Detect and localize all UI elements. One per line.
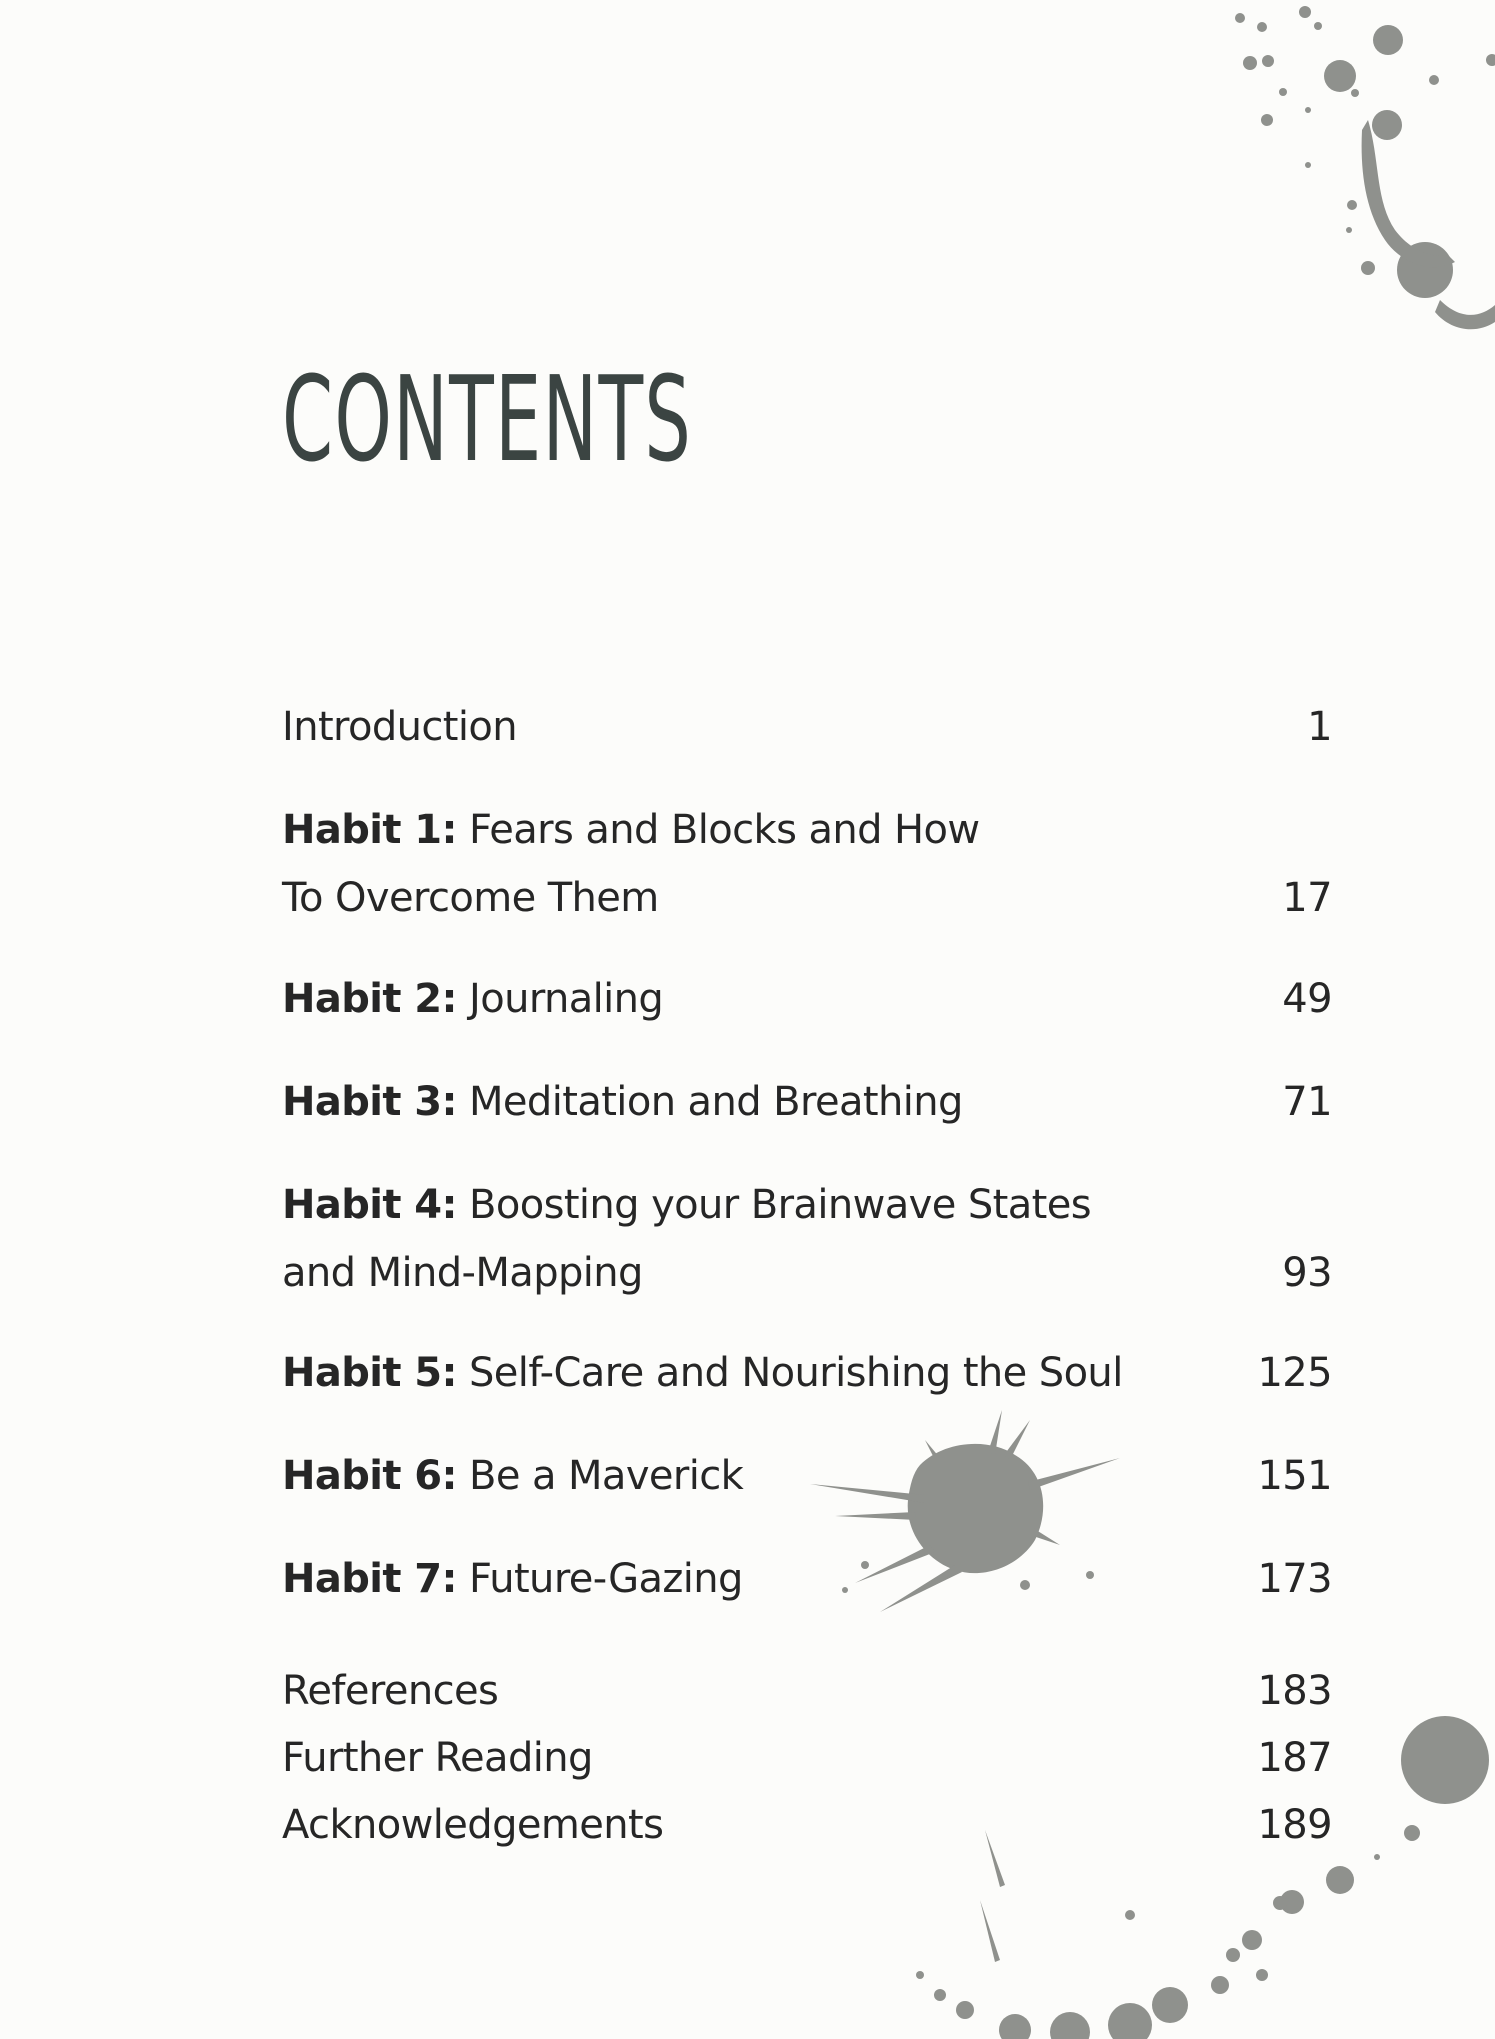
entry-text: Further Reading: [282, 1735, 593, 1781]
page-number: 183: [1257, 1668, 1332, 1714]
entry-text: Fears and Blocks and How: [456, 807, 980, 853]
page-number: 125: [1257, 1350, 1332, 1396]
entry-text: Meditation and Breathing: [456, 1079, 963, 1125]
habit-label: Habit 5:: [282, 1350, 457, 1396]
habit-label: Habit 3:: [282, 1079, 457, 1125]
habit-label: Habit 2:: [282, 976, 457, 1022]
entry-text: Introduction: [282, 704, 518, 750]
toc-entry-references: [282, 1658, 1332, 1725]
entry-text: Self-Care and Nourishing the Soul: [456, 1350, 1123, 1396]
page-number: 71: [1282, 1079, 1332, 1125]
page-number: 189: [1257, 1802, 1332, 1848]
entry-text: Boosting your Brainwave States: [456, 1182, 1091, 1228]
habit-label: Habit 4:: [282, 1182, 457, 1228]
page-number: 187: [1257, 1735, 1332, 1781]
page-number: 49: [1282, 976, 1332, 1022]
toc-entry-further-reading: [282, 1725, 1332, 1792]
habit-label: Habit 6:: [282, 1453, 457, 1499]
habit-label: Habit 7:: [282, 1556, 457, 1602]
toc-entry-habit-1: [282, 796, 1332, 932]
entry-text: Journaling: [456, 976, 664, 1022]
page-number: 1: [1307, 704, 1332, 750]
toc-entry-habit-5: [282, 1339, 1332, 1407]
page-title: CONTENTS: [282, 350, 693, 488]
page-number: 93: [1282, 1250, 1332, 1296]
entry-text: Be a Maverick: [456, 1453, 744, 1499]
page-number: 151: [1257, 1453, 1332, 1499]
page-number: 173: [1257, 1556, 1332, 1602]
toc-entry-acknowledgements: [282, 1792, 1332, 1859]
toc-entry-habit-2: [282, 965, 1332, 1033]
toc-entry-habit-4: [282, 1171, 1332, 1307]
toc-entry-introduction: [282, 693, 1332, 761]
entry-text-continued: and Mind-Mapping: [282, 1250, 643, 1296]
habit-label: Habit 1:: [282, 807, 457, 853]
entry-text: References: [282, 1668, 499, 1714]
toc-entry-habit-6: [282, 1442, 1332, 1510]
entry-text: Future-Gazing: [456, 1556, 743, 1602]
entry-text-continued: To Overcome Them: [282, 875, 659, 921]
toc-entry-habit-7: [282, 1545, 1332, 1613]
page-number: 17: [1282, 875, 1332, 921]
entry-text: Acknowledgements: [282, 1802, 664, 1848]
toc-entry-habit-3: [282, 1068, 1332, 1136]
